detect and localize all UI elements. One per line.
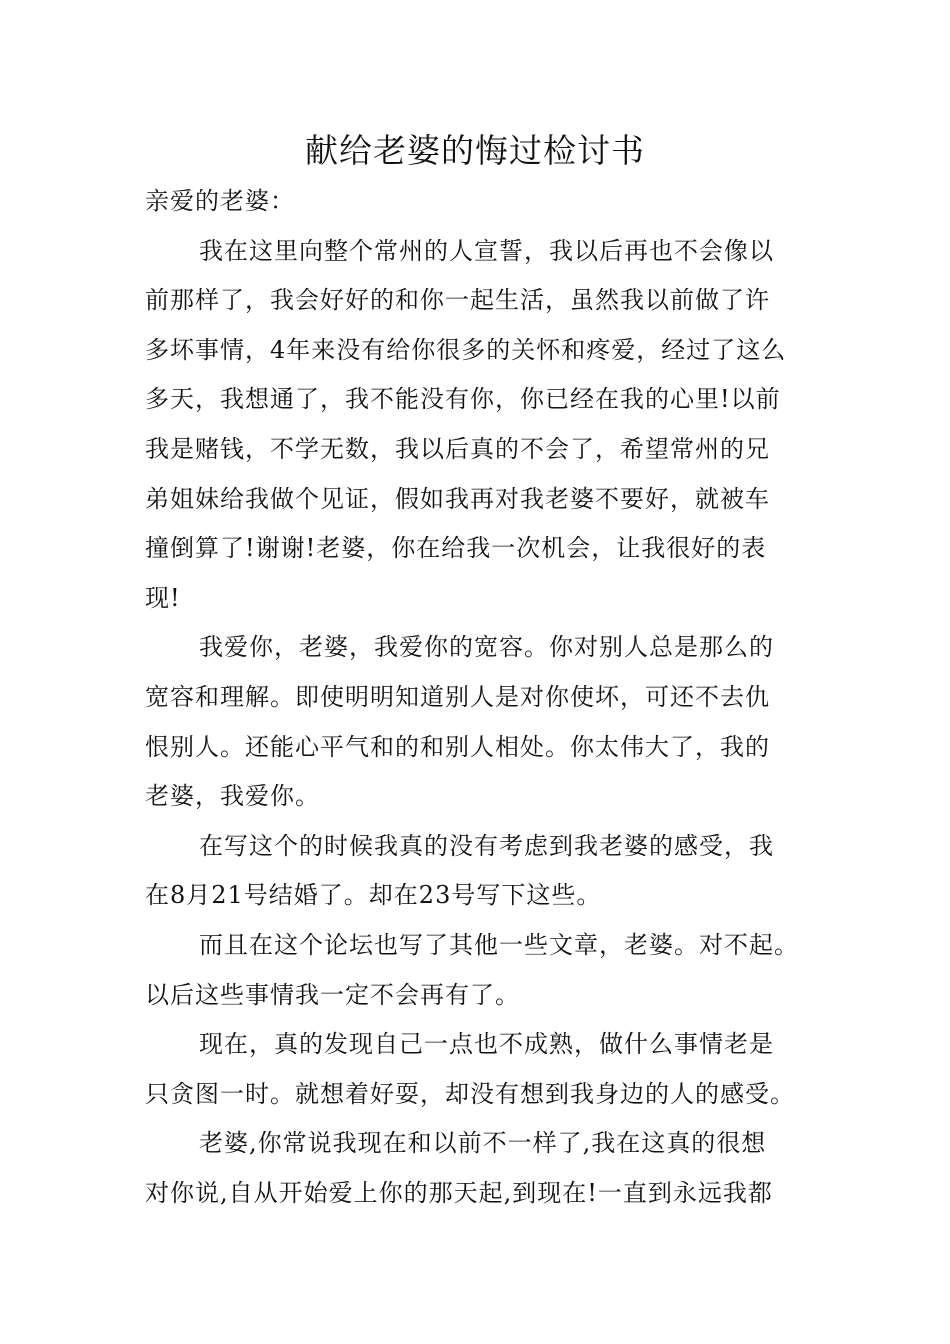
body-line: 现在，真的发现自己一点也不成熟，做什么事情老是 <box>199 1030 774 1059</box>
body-line: 在写这个的时候我真的没有考虑到我老婆的感受，我 <box>199 831 774 860</box>
document-body <box>145 177 820 1218</box>
body-line: 老婆,你常说我现在和以前不一样了,我在这真的很想 <box>199 1129 767 1158</box>
body-line: 多天，我想通了，我不能没有你，你已经在我的心里!以前 <box>145 385 781 414</box>
body-lines <box>145 227 820 1219</box>
body-line: 我是赌钱，不学无数，我以后真的不会了，希望常州的兄 <box>145 434 770 463</box>
document-title: 献给老婆的悔过检讨书 <box>305 131 645 170</box>
body-line: 以后这些事情我一定不会再有了。 <box>145 980 520 1009</box>
body-line: 在8月21号结婚了。却在23号写下这些。 <box>145 881 602 910</box>
body-line: 我爱你，老婆，我爱你的宽容。你对别人总是那么的 <box>199 633 774 662</box>
body-line: 老婆，我爱你。 <box>145 782 320 811</box>
body-line: 撞倒算了!谢谢!老婆，你在给我一次机会，让我很好的表 <box>145 534 767 563</box>
body-line: 只贪图一时。就想着好耍，却没有想到我身边的人的感受。 <box>145 1079 795 1108</box>
body-line: 多坏事情，4年来没有给你很多的关怀和疼爱，经过了这么 <box>145 335 787 364</box>
greeting-line: 亲爱的老婆： <box>145 187 295 215</box>
body-line: 前那样了，我会好好的和你一起生活，虽然我以前做了许 <box>145 286 770 315</box>
body-line: 恨别人。还能心平气和的和别人相处。你太伟大了，我的 <box>145 732 770 761</box>
body-line: 现! <box>145 583 181 612</box>
body-line: 而且在这个论坛也写了其他一些文章，老婆。对不起。 <box>199 930 799 959</box>
body-line: 我在这里向整个常州的人宣誓，我以后再也不会像以 <box>199 236 774 265</box>
body-line: 弟姐妹给我做个见证，假如我再对我老婆不要好，就被车 <box>145 484 770 513</box>
body-line: 宽容和理解。即使明明知道别人是对你使坏，可还不去仇 <box>145 682 770 711</box>
body-line: 对你说,自从开始爱上你的那天起,到现在!一直到永远我都 <box>145 1178 773 1207</box>
